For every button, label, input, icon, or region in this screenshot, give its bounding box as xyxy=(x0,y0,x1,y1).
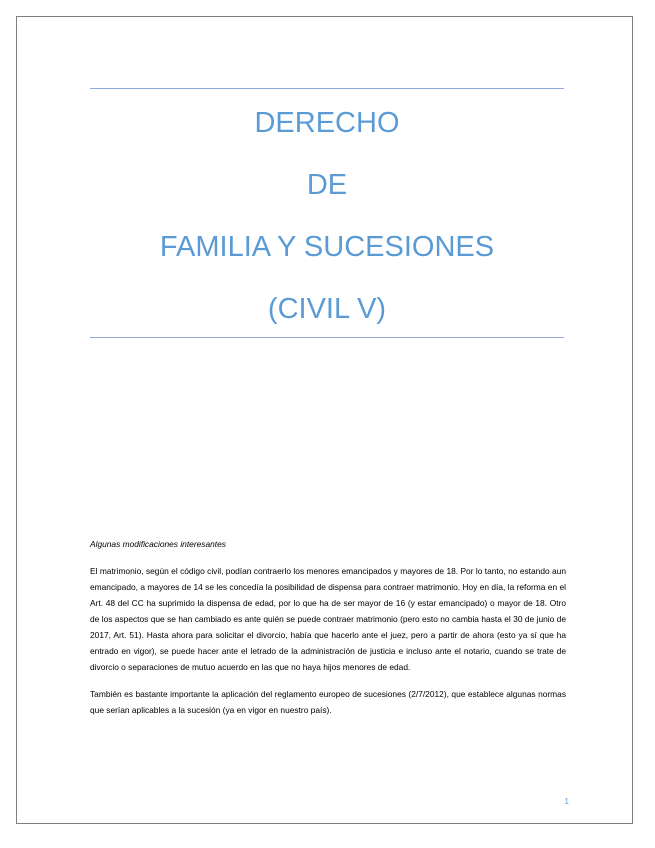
title-line-3: FAMILIA Y SUCESIONES xyxy=(159,231,495,263)
title-top-rule xyxy=(90,88,564,89)
section-subheading: Algunas modificaciones interesantes xyxy=(90,539,226,549)
title-line-2: DE xyxy=(306,169,348,201)
title-line-1: DERECHO xyxy=(254,107,400,139)
title-bottom-rule xyxy=(90,337,564,338)
page-number: 1 xyxy=(564,797,569,806)
document-body xyxy=(90,536,566,729)
document-page xyxy=(16,16,633,824)
title-line-4: (CIVIL V) xyxy=(267,293,387,325)
paragraph-1: El matrimonio, según el código civil, podían contraerlo los menores emancipados y mayores de 18. Por lo tanto, no estando aun emancipado, a mayores de 14 se les concedía la posibilidad de dispensa para contraer matrimonio. Hoy en día, la reforma en el Art. 48 del CC ha suprimido la dispensa de edad, por lo que ha de ser mayor de 16 (y estar emancipado) o mayor de 18. Otro de los aspectos que se han cambiado es ante quién se puede contraer matrimonio (pero esto no cambia hasta el 30 de junio de 2017, Art. 51). Hasta ahora para solicitar el divorcio, había que hacerlo ante el juez, pero a partir de ahora (esto ya sí que ha entrado en vigor), se puede hacer ante el letrado de la administración de justicia e incluso ante el notario, cuando se trate de divorcio o separaciones de mutuo acuerdo en las que no haya hijos menores de edad. xyxy=(90,566,566,672)
paragraph-2: También es bastante importante la aplicación del reglamento europeo de sucesiones (2/7/2012), que establece algunas normas que serían aplicables a la sucesión (ya en vigor en nuestro país). xyxy=(90,689,566,715)
document-title xyxy=(90,101,564,349)
